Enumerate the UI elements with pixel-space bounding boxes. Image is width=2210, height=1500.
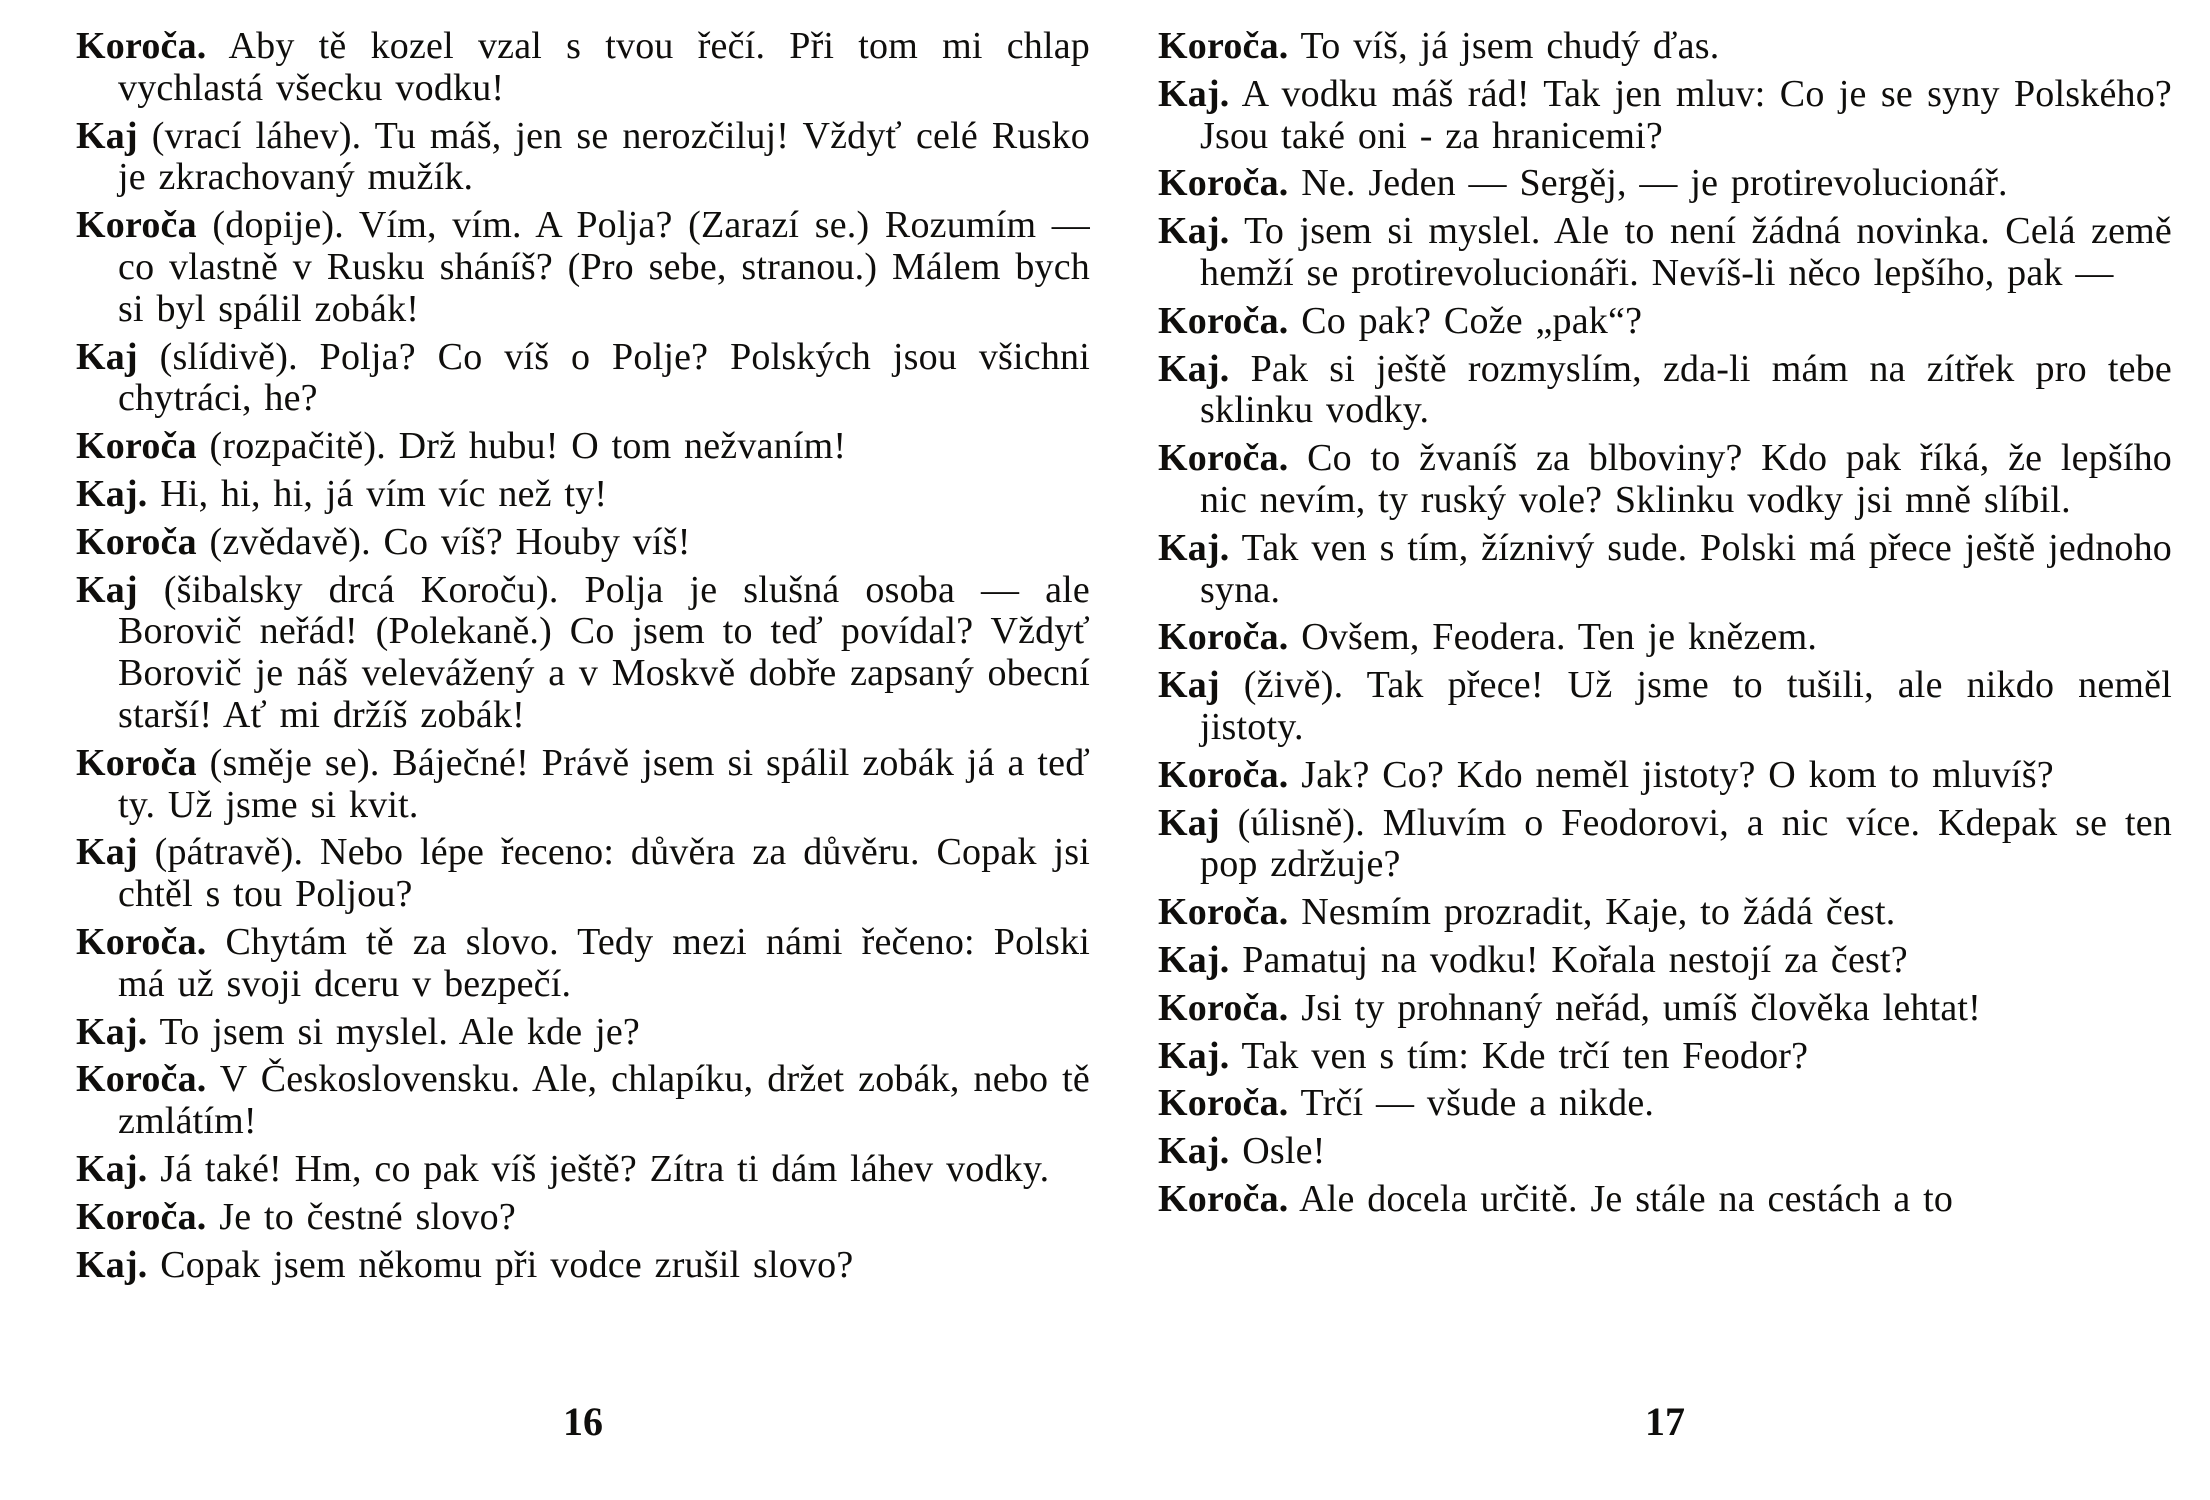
page-17 bbox=[1158, 26, 2172, 1227]
dialogue-text: Ne. Jeden — Sergěj, — je protirevolucionář. bbox=[1288, 162, 2008, 205]
page-number-left: 16 bbox=[563, 1399, 603, 1444]
dialogue-entry bbox=[1158, 1131, 2172, 1173]
dialogue-entry bbox=[1158, 163, 2172, 205]
dialogue-entry bbox=[1158, 528, 2172, 612]
speaker-name: Koroča. bbox=[1158, 1082, 1289, 1125]
speaker-name: Kaj. bbox=[1158, 1130, 1230, 1173]
dialogue-text: Tak ven s tím: Kde trčí ten Feodor? bbox=[1229, 1034, 1809, 1077]
dialogue-text: Aby tě kozel vzal s tvou řečí. Při tom mi chlap vychlastá všecku vodku! bbox=[118, 25, 1090, 109]
dialogue-entry bbox=[76, 1245, 1090, 1287]
page-number-right: 17 bbox=[1645, 1399, 1685, 1444]
dialogue-text: To jsem si myslel. Ale to není žádná novinka. Celá země hemží se protirevolucionáři. Nevíš-li něco lepšího, pak — bbox=[1200, 210, 2172, 294]
dialogue-text: Báječné! Právě jsem si spálil zobák já a teď ty. Už jsme si kvit. bbox=[118, 741, 1091, 826]
speaker-name: Koroča. bbox=[1158, 299, 1289, 342]
dialogue-text: Tak ven s tím, žíznivý sude. Polski má přece ještě jednoho syna. bbox=[1200, 526, 2172, 611]
speaker-name: Kaj. bbox=[76, 1243, 148, 1286]
speaker-name: Koroča. bbox=[76, 1058, 207, 1101]
dialogue-text: To víš, já jsem chudý ďas. bbox=[1288, 25, 1720, 67]
stage-direction: (slídivě). bbox=[137, 335, 298, 378]
dialogue-text: Drž hubu! O tom nežvaním! bbox=[385, 425, 847, 468]
speaker-name: Koroča. bbox=[1158, 986, 1289, 1029]
dialogue-entry bbox=[76, 26, 1090, 110]
speaker-name: Koroča. bbox=[76, 920, 207, 963]
speaker-name: Koroča. bbox=[76, 1195, 207, 1238]
dialogue-entry bbox=[1158, 988, 2172, 1030]
dialogue-text: Vím, vím. A Polja? (Zarazí se.) Rozumím — co vlastně v Rusku sháníš? (Pro sebe, stranou.) Málem bych si byl spálil zobák! bbox=[118, 204, 1090, 330]
dialogue-text: Co víš? Houby víš! bbox=[370, 520, 691, 563]
stage-direction: (šibalsky drcá Koroču). bbox=[137, 568, 559, 611]
speaker-name: Koroča. bbox=[1158, 437, 1289, 480]
speaker-name: Kaj bbox=[76, 335, 138, 378]
dialogue-entry bbox=[1158, 1179, 2172, 1221]
dialogue-entry bbox=[1158, 211, 2172, 295]
dialogue-entry bbox=[1158, 803, 2172, 887]
dialogue-entry bbox=[1158, 1083, 2172, 1125]
speaker-name: Koroča. bbox=[1158, 25, 1289, 67]
speaker-name: Kaj. bbox=[1158, 210, 1230, 253]
stage-direction: (dopije). bbox=[196, 204, 344, 247]
dialogue-text: Chytám tě za slovo. Tedy mezi námi řečeno: Polski má už svoji dceru v bezpečí. bbox=[118, 920, 1090, 1005]
stage-direction: (vrací láhev). bbox=[137, 114, 362, 157]
dialogue-text: Jak? Co? Kdo neměl jistoty? O kom to mluvíš? bbox=[1288, 753, 2054, 796]
speaker-name: Kaj bbox=[1158, 801, 1220, 844]
speaker-name: Koroča. bbox=[1158, 891, 1289, 934]
dialogue-entry bbox=[1158, 26, 2172, 68]
dialogue-entry bbox=[76, 205, 1090, 330]
dialogue-entry bbox=[76, 522, 1090, 564]
dialogue-entry bbox=[1158, 74, 2172, 158]
dialogue-text: Je to čestné slovo? bbox=[206, 1195, 516, 1238]
speaker-name: Kaj bbox=[76, 831, 138, 874]
dialogue-entry bbox=[1158, 438, 2172, 522]
speaker-name: Kaj. bbox=[1158, 1034, 1230, 1077]
speaker-name: Koroča. bbox=[1158, 162, 1289, 205]
page-16-dialogue bbox=[76, 26, 1090, 1286]
dialogue-entry bbox=[76, 116, 1090, 200]
stage-direction: (směje se). bbox=[196, 741, 380, 784]
speaker-name: Kaj bbox=[76, 114, 138, 157]
dialogue-entry bbox=[76, 337, 1090, 421]
dialogue-entry bbox=[1158, 755, 2172, 797]
page-17-dialogue bbox=[1158, 26, 2172, 1221]
dialogue-entry bbox=[76, 474, 1090, 516]
dialogue-text: Trčí — všude a nikde. bbox=[1288, 1082, 1655, 1125]
dialogue-text: A vodku máš rád! Tak jen mluv: Co je se syny Polského? Jsou také oni - za hranicemi? bbox=[1200, 72, 2172, 157]
dialogue-text: V Československu. Ale, chlapíku, držet zobák, nebo tě zmlátím! bbox=[118, 1058, 1090, 1143]
dialogue-text: To jsem si myslel. Ale kde je? bbox=[147, 1010, 640, 1053]
dialogue-text: Pak si ještě rozmyslím, zda-li mám na zítřek pro tebe sklinku vodky. bbox=[1200, 347, 2172, 432]
speaker-name: Koroča. bbox=[1158, 1177, 1289, 1220]
speaker-name: Koroča bbox=[76, 425, 197, 468]
dialogue-text: Polja je slušná osoba — ale Borovič neřád! (Polekaně.) Co jsem to teď povídal? Vždyť Borovič je náš velevážený a v Moskvě dobře zapsaný obecní starší! Ať mi držíš zobák! bbox=[118, 568, 1090, 736]
speaker-name: Kaj. bbox=[76, 472, 148, 515]
stage-direction: (zvědavě). bbox=[196, 520, 371, 563]
speaker-name: Koroča bbox=[76, 520, 197, 563]
dialogue-text: Hi, hi, hi, já vím víc než ty! bbox=[147, 472, 608, 515]
dialogue-entry bbox=[76, 570, 1090, 737]
dialogue-entry bbox=[1158, 892, 2172, 934]
dialogue-text: Tu máš, jen se nerozčiluj! Vždyť celé Rusko je zkrachovaný mužík. bbox=[118, 114, 1090, 199]
speaker-name: Kaj. bbox=[1158, 526, 1230, 569]
dialogue-text: Polja? Co víš o Polje? Polských jsou všichni chytráci, he? bbox=[118, 335, 1090, 420]
stage-direction: (živě). bbox=[1219, 664, 1344, 707]
stage-direction: (pátravě). bbox=[137, 831, 304, 874]
stage-direction: (rozpačitě). bbox=[196, 425, 386, 468]
dialogue-text: Ale docela určitě. Je stále na cestách a to bbox=[1288, 1177, 1954, 1220]
speaker-name: Kaj. bbox=[1158, 72, 1230, 115]
speaker-name: Kaj bbox=[1158, 664, 1220, 707]
dialogue-entry bbox=[76, 1197, 1090, 1239]
dialogue-entry bbox=[1158, 1036, 2172, 1078]
dialogue-text: Nebo lépe řeceno: důvěra za důvěru. Copak jsi chtěl s tou Poljou? bbox=[118, 831, 1090, 916]
speaker-name: Koroča bbox=[76, 204, 197, 247]
dialogue-entry bbox=[1158, 665, 2172, 749]
dialogue-entry bbox=[76, 1149, 1090, 1191]
speaker-name: Kaj. bbox=[1158, 938, 1230, 981]
dialogue-entry bbox=[76, 922, 1090, 1006]
dialogue-text: Tak přece! Už jsme to tušili, ale nikdo neměl jistoty. bbox=[1200, 664, 2172, 748]
speaker-name: Koroča bbox=[76, 741, 197, 784]
page-16 bbox=[76, 26, 1090, 1292]
dialogue-text: Copak jsem někomu při vodce zrušil slovo? bbox=[147, 1243, 854, 1286]
dialogue-entry bbox=[76, 832, 1090, 916]
dialogue-text: Pamatuj na vodku! Kořala nestojí za čest? bbox=[1229, 938, 1908, 981]
dialogue-text: Co to žvaníš za blboviny? Kdo pak říká, že lepšího nic nevím, ty ruský vole? Sklinku vodky jsi mně slíbil. bbox=[1200, 437, 2172, 521]
dialogue-entry bbox=[76, 743, 1090, 827]
stage-direction: (úlisně). bbox=[1219, 801, 1365, 844]
dialogue-entry bbox=[1158, 940, 2172, 982]
dialogue-entry bbox=[76, 1059, 1090, 1143]
dialogue-text: Nesmím prozradit, Kaje, to žádá čest. bbox=[1288, 891, 1896, 934]
dialogue-text: Jsi ty prohnaný neřád, umíš člověka lehtat! bbox=[1288, 986, 1982, 1029]
dialogue-text: Co pak? Cože „pak“? bbox=[1288, 299, 1643, 342]
dialogue-text: Mluvím o Feodorovi, a nic více. Kdepak se ten pop zdržuje? bbox=[1200, 801, 2172, 886]
speaker-name: Koroča. bbox=[1158, 616, 1289, 659]
dialogue-entry bbox=[76, 1012, 1090, 1054]
dialogue-text: Já také! Hm, co pak víš ještě? Zítra ti dám láhev vodky. bbox=[147, 1147, 1050, 1190]
speaker-name: Kaj. bbox=[76, 1147, 148, 1190]
speaker-name: Kaj. bbox=[1158, 347, 1230, 390]
speaker-name: Koroča. bbox=[76, 25, 207, 67]
dialogue-entry bbox=[1158, 349, 2172, 433]
speaker-name: Koroča. bbox=[1158, 753, 1289, 796]
dialogue-entry bbox=[1158, 301, 2172, 343]
dialogue-entry bbox=[1158, 617, 2172, 659]
dialogue-text: Ovšem, Feodera. Ten je knězem. bbox=[1288, 616, 1818, 659]
dialogue-text: Osle! bbox=[1229, 1130, 1326, 1173]
speaker-name: Kaj. bbox=[76, 1010, 148, 1053]
speaker-name: Kaj bbox=[76, 568, 138, 611]
dialogue-entry bbox=[76, 426, 1090, 468]
